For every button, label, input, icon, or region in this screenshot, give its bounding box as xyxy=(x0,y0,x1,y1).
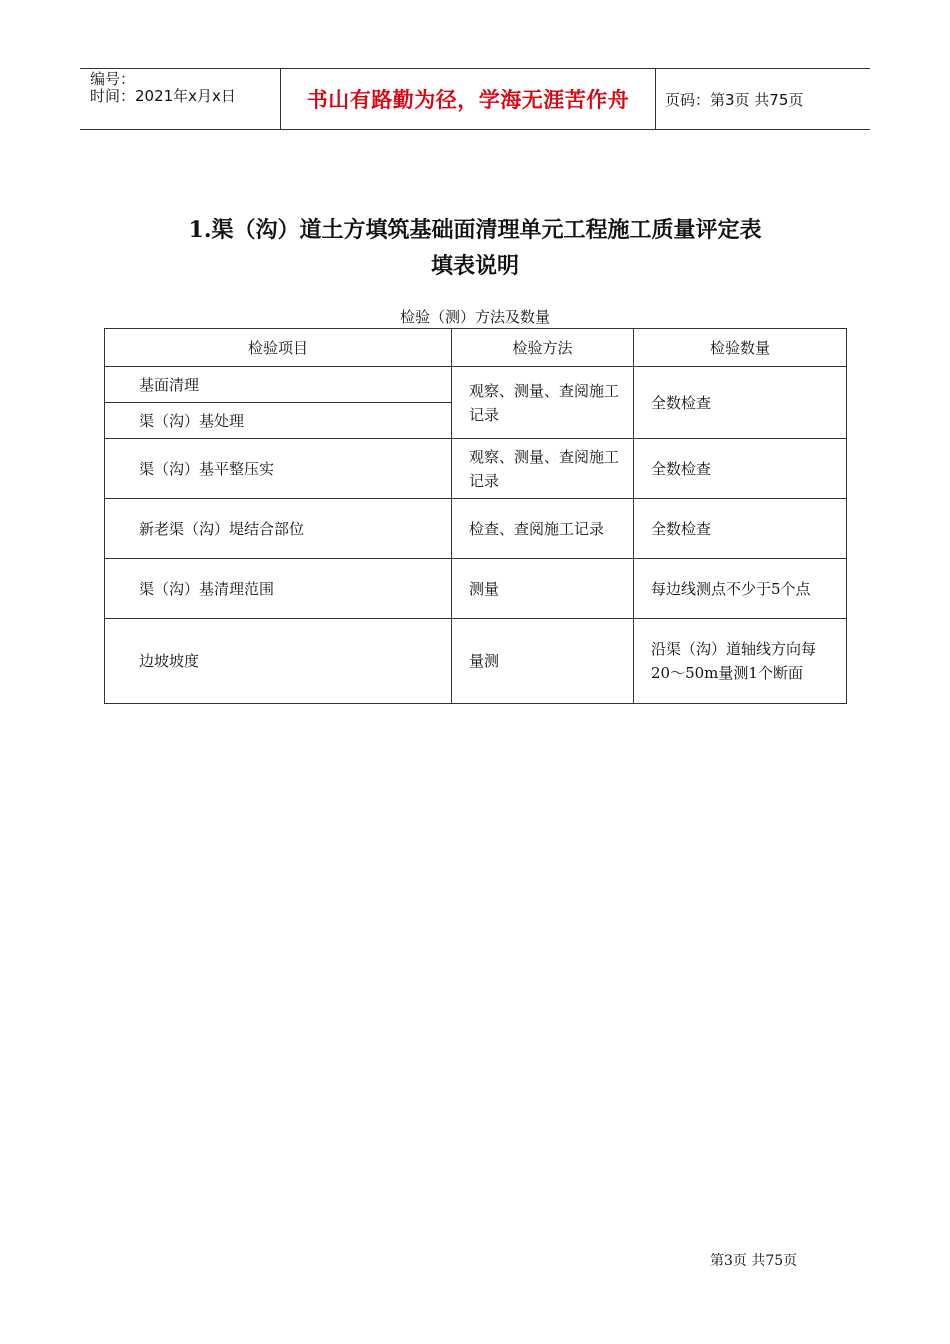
table-row xyxy=(105,619,847,704)
method-cell: 观察、测量、查阅施工记录 xyxy=(452,439,634,499)
footer-page-number: 第3页 共75页 xyxy=(710,1253,798,1269)
item-cell: 渠（沟）基清理范围 xyxy=(105,559,452,619)
header-page-number: 页码：第3页 共75页 xyxy=(665,90,804,109)
page-header xyxy=(80,68,870,130)
table-caption: 检验（测）方法及数量 xyxy=(399,308,550,326)
quantity-cell: 每边线测点不少于5个点 xyxy=(634,559,847,619)
column-header-quantity: 检验数量 xyxy=(634,329,847,367)
quantity-cell: 沿渠（沟）道轴线方向每20～50m量测1个断面 xyxy=(634,619,847,704)
method-cell: 测量 xyxy=(452,559,634,619)
item-cell: 基面清理 xyxy=(105,367,452,403)
time-label: 时间：2021年x月x日 xyxy=(90,87,236,105)
title-line-1: 1.渠（沟）道土方填筑基础面清理单元工程施工质量评定表 xyxy=(188,217,762,243)
table-row xyxy=(105,559,847,619)
serial-label: 编号： xyxy=(90,70,136,88)
column-header-method: 检验方法 xyxy=(452,329,634,367)
method-cell: 检查、查阅施工记录 xyxy=(452,499,634,559)
quantity-cell: 全数检查 xyxy=(634,439,847,499)
method-cell: 量测 xyxy=(452,619,634,704)
title-line-2: 填表说明 xyxy=(430,253,519,279)
item-cell: 渠（沟）基处理 xyxy=(105,403,452,439)
header-meta xyxy=(80,69,281,129)
quantity-cell: 全数检查 xyxy=(634,499,847,559)
column-header-item: 检验项目 xyxy=(105,329,452,367)
table-row xyxy=(105,439,847,499)
header-motto: 书山有路勤为径，学海无涯苦作舟 xyxy=(281,69,656,129)
quantity-cell: 全数检查 xyxy=(634,367,847,439)
item-cell: 渠（沟）基平整压实 xyxy=(105,439,452,499)
table-row xyxy=(105,499,847,559)
table-row xyxy=(105,367,847,403)
table-header-row xyxy=(105,329,847,367)
document-title xyxy=(0,212,950,284)
inspection-table xyxy=(104,328,847,704)
item-cell: 新老渠（沟）堤结合部位 xyxy=(105,499,452,559)
method-cell: 观察、测量、查阅施工记录 xyxy=(452,367,634,439)
item-cell: 边坡坡度 xyxy=(105,619,452,704)
